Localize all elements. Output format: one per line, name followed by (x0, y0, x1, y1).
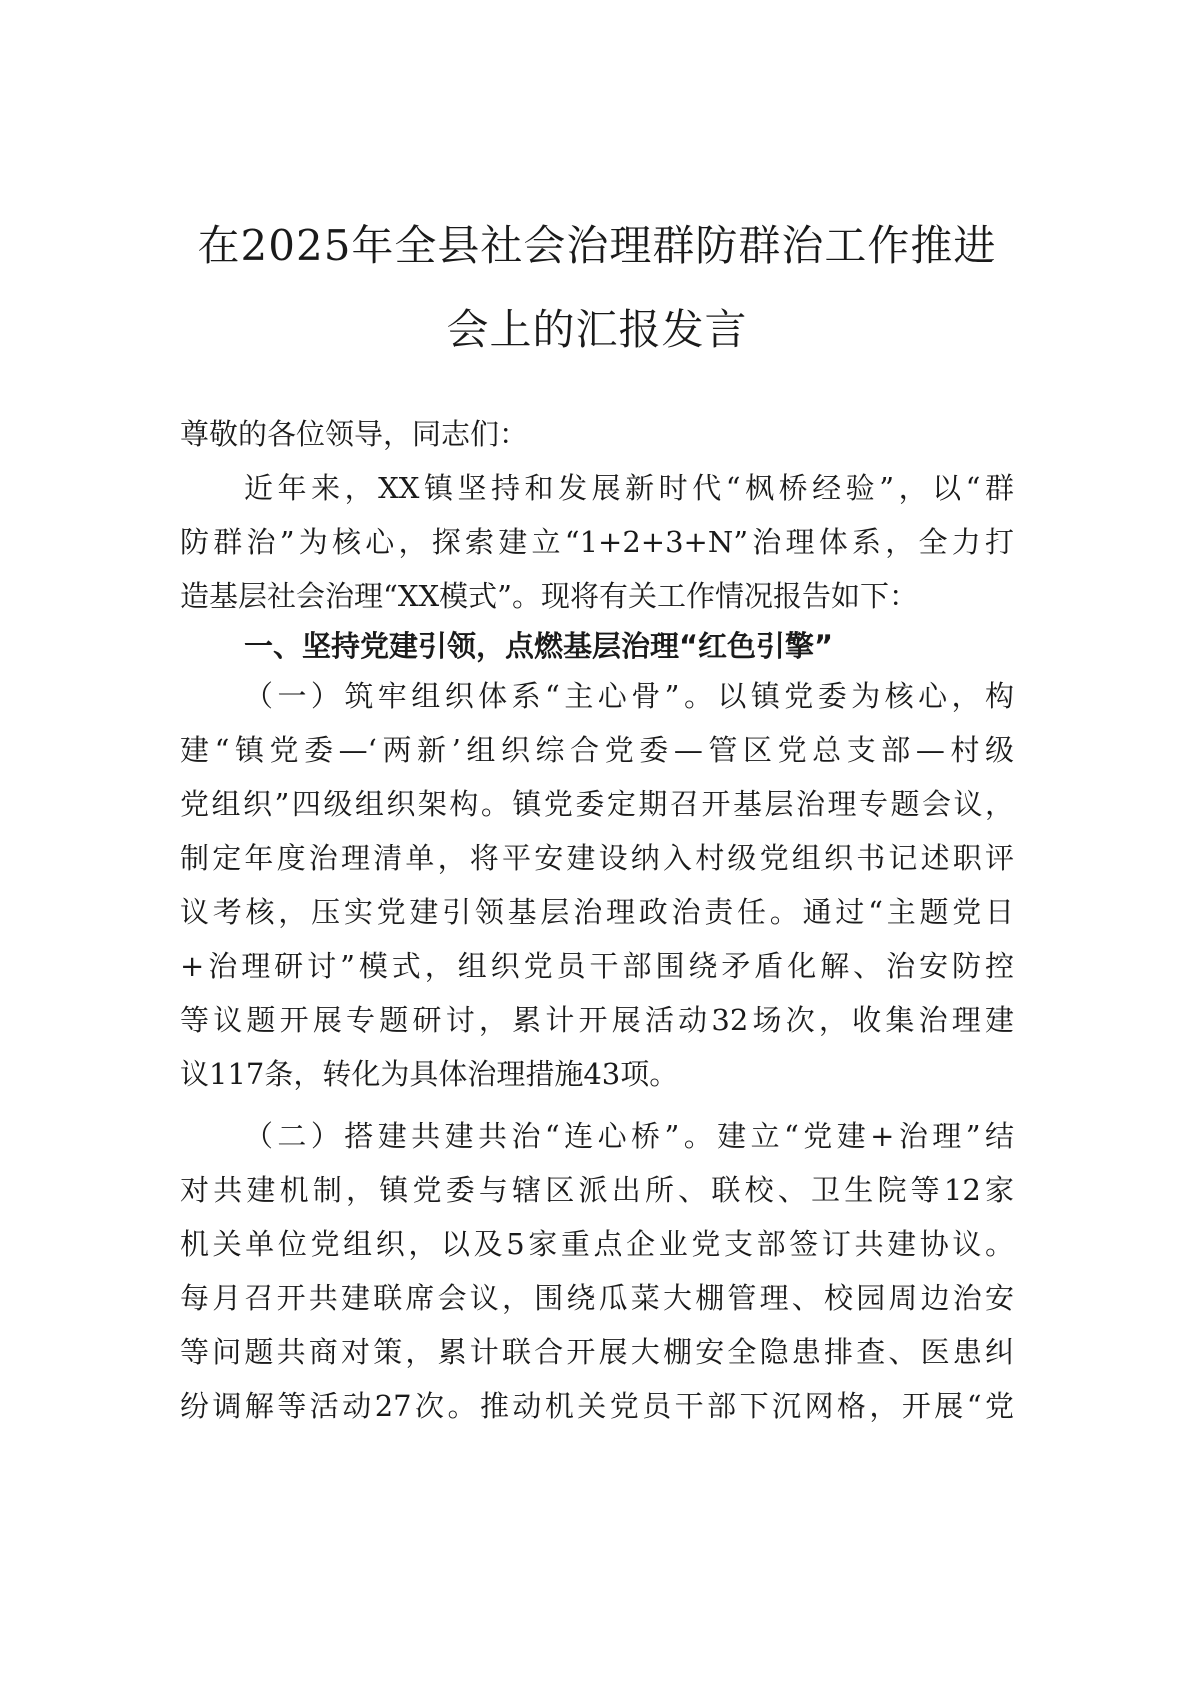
salutation: 尊敬的各位领导，同志们： (180, 417, 529, 451)
paragraph-line: （二）搭建共建共治“连心桥”。建立“党建+治理”结 (244, 1119, 1014, 1153)
paragraph-line: 等问题共商对策，累计联合开展大棚安全隐患排查、医患纠 (180, 1335, 1014, 1369)
paragraph-line: 纷调解等活动27次。推动机关党员干部下沉网格，开展“党 (180, 1389, 1014, 1423)
intro-line: 近年来，XX镇坚持和发展新时代“枫桥经验”，以“群 (244, 471, 1014, 505)
intro-line: 造基层社会治理“XX模式”。现将有关工作情况报告如下： (180, 579, 918, 613)
document-title-line-1: 在2025年全县社会治理群防群治工作推进 (197, 221, 997, 270)
paragraph-line: 对共建机制，镇党委与辖区派出所、联校、卫生院等12家 (180, 1173, 1014, 1207)
document-title-line-2: 会上的汇报发言 (446, 305, 748, 354)
section-1-heading: 一、坚持党建引领，点燃基层治理“红色引擎” (244, 629, 834, 663)
paragraph-line: 制定年度治理清单，将平安建设纳入村级党组织书记述职评 (180, 841, 1014, 875)
intro-line: 防群治”为核心，探索建立“1+2+3+N”治理体系，全力打 (180, 525, 1014, 559)
paragraph-line: （一）筑牢组织体系“主心骨”。以镇党委为核心，构 (244, 679, 1014, 713)
paragraph-line: 每月召开共建联席会议，围绕瓜菜大棚管理、校园周边治安 (180, 1281, 1014, 1315)
paragraph-line: 机关单位党组织，以及5家重点企业党支部签订共建协议。 (180, 1227, 1014, 1261)
paragraph-line: 议117条，转化为具体治理措施43项。 (180, 1057, 679, 1091)
paragraph-line: 建“镇党委—‘两新’组织综合党委—管区党总支部—村级 (180, 733, 1014, 767)
paragraph-line: +治理研讨”模式，组织党员干部围绕矛盾化解、治安防控 (180, 949, 1014, 983)
paragraph-line: 议考核，压实党建引领基层治理政治责任。通过“主题党日 (180, 895, 1014, 929)
paragraph-line: 党组织”四级组织架构。镇党委定期召开基层治理专题会议， (180, 787, 1014, 821)
paragraph-line: 等议题开展专题研讨，累计开展活动32场次，收集治理建 (180, 1003, 1014, 1037)
